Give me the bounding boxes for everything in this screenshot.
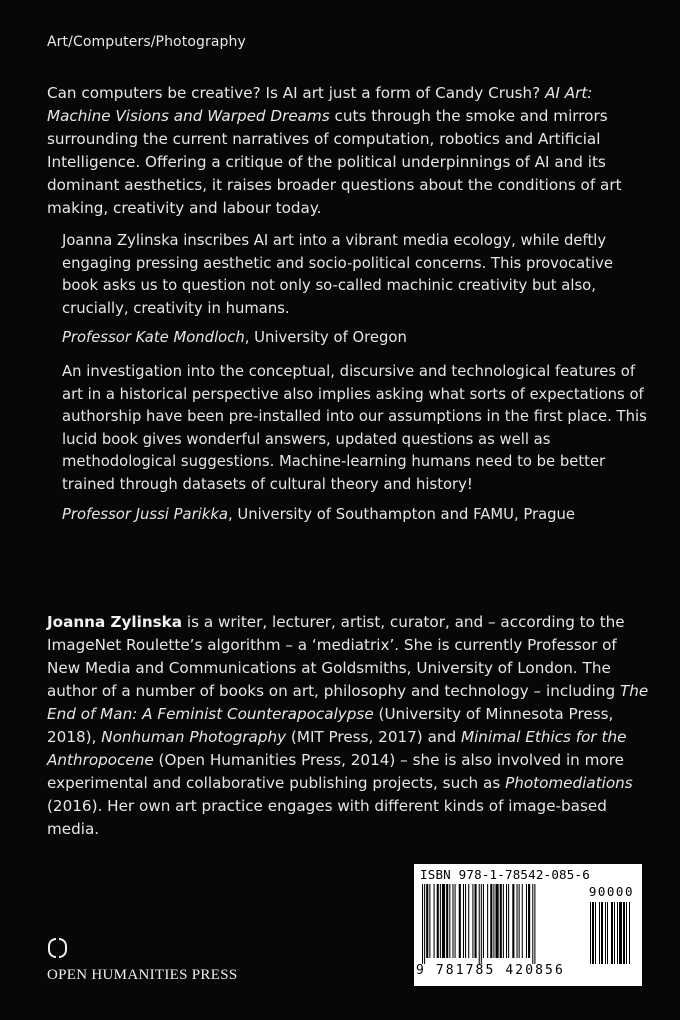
bio-text: (MIT Press, 2017) and — [286, 728, 461, 746]
publisher-block — [47, 938, 238, 984]
bio-text: (2016). Her own art practice engages with different kinds of image-based media. — [47, 797, 607, 838]
review-1 — [62, 230, 652, 350]
bio-book-title: Minimal Ethics for the Anthropocene — [47, 728, 627, 769]
bio-book-title: The End of Man: A Feminist Counterapocalypse — [47, 682, 649, 723]
review-attribution — [62, 504, 652, 527]
bio-text: is a writer, lecturer, artist, curator, and – according to the ImageNet Roulette’s algorithm – a ‘mediatrix’. She is currently Professor of New Media and Communications at Goldsmiths, University of London. The author of a number of books on art, philosophy and technology – including — [47, 613, 625, 700]
blurb-rest: cuts through the smoke and mirrors surrounding the current narratives of computation, robotics and Artificial Intelligence. Offering a critique of the political underpinnings of AI and its dominant aesthetics, it raises broader questions about the conditions of art making, creativity and labour today. — [47, 107, 622, 218]
subject-category: Art/Computers/Photography — [47, 34, 246, 50]
author-name: Joanna Zylinska — [47, 613, 183, 631]
isbn-label: ISBN 978-1-78542-085-6 — [420, 867, 590, 882]
barcode-bars-icon — [422, 884, 586, 964]
price-addon-label: 90000 — [588, 884, 634, 899]
review-text: An investigation into the conceptual, discursive and technological features of art in a historical perspective also implies asking what sorts of expectations of authorship have been pre-installed into our assumptions in the first place. This lucid book gives wonderful answers, updated questions as well as methodological suggestions. Machine-learning humans need to be better trained through datasets of cultural theory and history! — [62, 363, 647, 493]
bio-text: (Open Humanities Press, 2014) – she is also involved in more experimental and collaborative publishing projects, such as — [47, 751, 624, 792]
book-blurb — [47, 82, 652, 221]
reviewer-affiliation: , University of Southampton and FAMU, Prague — [228, 505, 576, 523]
open-humanities-press-logo-icon — [48, 938, 70, 960]
reviewer-name: Professor Jussi Parikka — [62, 505, 228, 523]
barcode-digits: 9 781785 420856 — [416, 963, 565, 978]
author-bio — [47, 611, 652, 841]
blurb-intro: Can computers be creative? Is AI art just a form of Candy Crush? — [47, 84, 545, 102]
reviewer-affiliation: , University of Oregon — [244, 329, 407, 347]
addon-barcode-bars-icon — [590, 902, 636, 964]
isbn-barcode — [414, 864, 642, 986]
blurb-book-title: AI Art: Machine Visions and Warped Dreams — [47, 84, 593, 126]
bio-book-title: Photomediations — [505, 774, 633, 792]
reviewer-name: Professor Kate Mondloch — [62, 329, 245, 347]
review-attribution — [62, 327, 652, 350]
review-2 — [62, 361, 652, 526]
bio-book-title: Nonhuman Photography — [101, 728, 287, 746]
publisher-name: OPEN HUMANITIES PRESS — [47, 967, 238, 983]
bio-text: (University of Minnesota Press, 2018), — [47, 705, 614, 746]
review-text: Joanna Zylinska inscribes AI art into a vibrant media ecology, while deftly engaging pressing aesthetic and socio-political concerns. This provocative book asks us to question not only so-called machinic creativity but also, crucially, creativity in humans. — [62, 232, 613, 317]
